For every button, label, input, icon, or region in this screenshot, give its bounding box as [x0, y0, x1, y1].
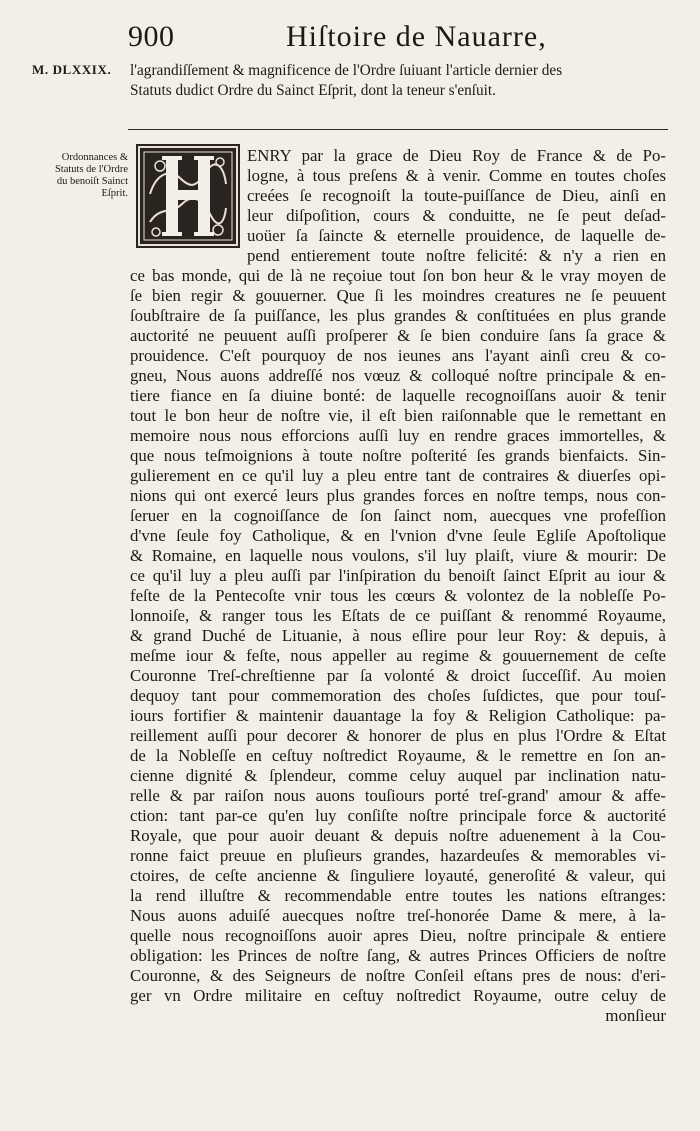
body-line: dequoy tant pour commemoration des choſes ſuſdictes, que pour touſ-	[130, 686, 666, 705]
body-line: ger vn Ordre militaire en ceſtuy noſtredict Royaume, outre celuy de	[130, 986, 666, 1005]
body-line: Nous auons aduiſé auecques noſtre treſ-honorée Dame & mere, à la-	[130, 906, 666, 925]
ornamental-initial-h	[136, 144, 240, 248]
body-line: & Romaine, en laquelle nous voulons, s'il luy plaiſt, viure & mourir: De	[130, 546, 666, 565]
body-line: monſieur	[605, 1006, 666, 1025]
marginal-note-line: Statuts de l'Ordre	[54, 164, 128, 175]
body-line: prouidence. C'eſt pourquoy de nos ieunes ans l'ayant ainſi creu & co-	[130, 346, 666, 365]
body-line: ce bas monde, qui de là ne reçoiue tout ſon bon heur & le vray moyen de	[130, 266, 666, 285]
body-line: logne, à tous preſens & à venir. Comme en toutes choſes	[247, 166, 666, 185]
body-line: tout le bon heur de noſtre vie, il eſt bien raiſonnable que le remettant en	[130, 406, 666, 425]
body-line: reillement auſſi pour decorer & honorer de plus en plus l'Ordre & Eſtat	[130, 726, 666, 745]
body-line: ENRY par la grace de Dieu Roy de France & de Po-	[247, 146, 666, 165]
body-line: quelle nous recognoiſſons auoir apres Dieu, noſtre principale & entiere	[130, 926, 666, 945]
body-line: auctorité ne peuuent auſſi proſperer & ſe bien conduire ſans ſa grace &	[130, 326, 666, 345]
body-line: ſeruer en la cognoiſſance de ſon ſainct nom, auecques vne profeſſion	[130, 506, 666, 525]
margin-year: M. DLXXIX.	[32, 62, 112, 77]
body-line: iours fortifier & maintenir dauantage la foy & Religion Catholique: pa-	[130, 706, 666, 725]
marginal-note-line: du benoiſt Sainct	[56, 176, 128, 187]
body-line: & grand Duché de Lituanie, à nous eſlire pour leur Roy: & depuis, à	[130, 626, 666, 645]
body-line: relle & par raiſon nous auons touſiours porté treſ-grand' amour & affe-	[130, 786, 666, 805]
body-line: tiere fiance en ſa diuine bonté: de laquelle recognoiſſans auoir & tenir	[130, 386, 666, 405]
body-line: uoüer ſa ſaincte & eternelle prouidence, de laquelle de-	[247, 226, 666, 245]
body-line: pend entierement toute noſtre felicité: & n'y a rien en	[247, 246, 666, 265]
body-line: Couronne Treſ-chreſtienne par ſa volonté & droict ſucceſſif. Au moien	[130, 666, 666, 685]
body-line: ronne faict preuue en pluſieurs grandes, hazardeuſes & memorables vi-	[130, 846, 666, 865]
body-line: meſme iour & feſte, nous appeller au regime & gouuernement de ceſte	[130, 646, 666, 665]
section-rule	[128, 129, 668, 130]
body-line: nions qui ont exercé leurs plus grandes forces en noſtre temps, nous con-	[130, 486, 666, 505]
body-line: gulierement en ce qu'il luy a pleu entre tant de contraires & diuerſes opi-	[130, 466, 666, 485]
page-number: 900	[128, 20, 175, 53]
intro-line: Statuts dudict Ordre du Sainct Eſprit, dont la teneur s'enſuit.	[130, 82, 496, 99]
marginal-note-line: Eſprit.	[101, 188, 128, 199]
body-line: obligation: les Princes de noſtre ſang, & autres Princes Officiers de noſtre	[130, 946, 666, 965]
body-line: ction: tant par-ce qu'en luy conſiſte noſtre principale force & auctorité	[130, 806, 666, 825]
marginal-note-line: Ordonnances &	[61, 152, 128, 163]
body-line: lonnoiſe, & ranger tous les Eſtats de ce puiſſant & renommé Royaume,	[130, 606, 666, 625]
body-line: creées ſe recognoiſt la toute-puiſſance de Dieu, ainſi en	[247, 186, 666, 205]
marginal-note	[22, 152, 128, 200]
body-line: de la Nobleſſe en ceſtuy noſtredict Royaume, & le remettre en ſon an-	[130, 746, 666, 765]
body-line: d'vne ſeule foy Catholique, & en l'vnion d'vne ſeule Egliſe Apoſtolique	[130, 526, 666, 545]
body-line: feſte de la Pentecoſte vnir tous les cœurs & volontez de la nobleſſe Po-	[130, 586, 666, 605]
body-line: ſoubſtraire de ſa puiſſance, les plus grandes & conſtituées en plus grande	[130, 306, 666, 325]
intro-line: l'agrandiſſement & magnificence de l'Ordre ſuiuant l'article dernier des	[130, 62, 563, 79]
body-line: leur diſpoſition, cours & conduitte, ne ſe peut deſad-	[247, 206, 666, 225]
body-line: que nous teſmoignions à toute noſtre poſterité ſes grands bienfaicts. Sin-	[130, 446, 666, 465]
body-line: ctoires, de ceſte ancienne & ſinguliere loyauté, generoſité & valeur, qui	[130, 866, 666, 885]
body-line: Royale, que pour auoir deuant & depuis noſtre aduenement à la Cou-	[130, 826, 666, 845]
body-line: ſe bien regir & gouuerner. Que ſi les moindres creatures ne ſe peuuent	[130, 286, 666, 305]
body-line: la rend illuſtre & recommendable entre toutes les nations eſtranges:	[130, 886, 666, 905]
running-title: Hiſtoire de Nauarre,	[286, 20, 547, 53]
body-line: cienne dignité & ſplendeur, comme celuy auquel par inclination natu-	[130, 766, 666, 785]
body-line: memoire nous nous efforcions auſſi luy en rendre graces immortelles, &	[130, 426, 666, 445]
body-line: ce qu'il luy a pleu auſſi par l'inſpiration du benoiſt ſainct Eſprit au iour &	[130, 566, 666, 585]
body-line: gneu, Nous auons addreſſé nos vœuz & colloqué noſtre principale & en-	[130, 366, 666, 385]
body-line: Couronne, & des Seigneurs de noſtre Conſeil eſtans pres de nous: d'eri-	[130, 966, 666, 985]
